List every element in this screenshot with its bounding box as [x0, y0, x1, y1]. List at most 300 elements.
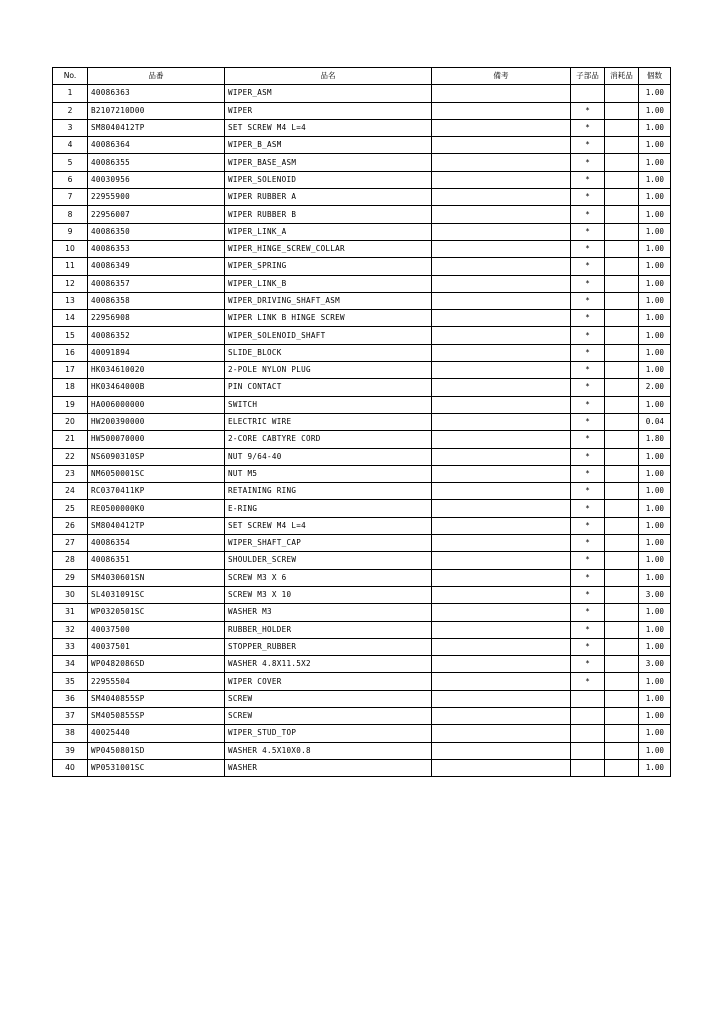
part-number-cell: 40086364: [88, 137, 225, 154]
table-row: [53, 292, 671, 309]
part-number-cell: NM6050001SC: [88, 465, 225, 482]
row-number: 18: [53, 379, 88, 396]
part-name-cell: WIPER RUBBER A: [225, 189, 432, 206]
consumable-mark: [605, 362, 639, 379]
quantity-cell: 1.00: [639, 535, 671, 552]
quantity-cell: 1.00: [639, 759, 671, 776]
part-number-cell: RC0370411KP: [88, 483, 225, 500]
quantity-cell: 1.00: [639, 137, 671, 154]
remarks-cell: [432, 206, 571, 223]
row-number: 14: [53, 310, 88, 327]
part-number-cell: 22955504: [88, 673, 225, 690]
sub-part-mark: *: [571, 102, 605, 119]
table-row: [53, 656, 671, 673]
sub-part-mark: *: [571, 535, 605, 552]
remarks-cell: [432, 344, 571, 361]
table-row: [53, 483, 671, 500]
sub-part-mark: [571, 759, 605, 776]
row-number: 16: [53, 344, 88, 361]
sub-part-mark: *: [571, 292, 605, 309]
table-row: [53, 344, 671, 361]
part-number-cell: 40086358: [88, 292, 225, 309]
quantity-cell: 1.00: [639, 707, 671, 724]
sub-part-mark: *: [571, 362, 605, 379]
table-row: [53, 362, 671, 379]
sub-part-mark: [571, 690, 605, 707]
sub-part-mark: *: [571, 517, 605, 534]
row-number: 5: [53, 154, 88, 171]
consumable-mark: [605, 725, 639, 742]
part-number-cell: 40086351: [88, 552, 225, 569]
sub-part-mark: *: [571, 240, 605, 257]
part-name-cell: SLIDE_BLOCK: [225, 344, 432, 361]
part-number-cell: WP0450801SD: [88, 742, 225, 759]
row-number: 7: [53, 189, 88, 206]
part-name-cell: WASHER M3: [225, 604, 432, 621]
remarks-cell: [432, 85, 571, 102]
sub-part-mark: *: [571, 483, 605, 500]
quantity-cell: 1.00: [639, 102, 671, 119]
row-number: 8: [53, 206, 88, 223]
row-number: 6: [53, 171, 88, 188]
row-number: 3: [53, 119, 88, 136]
part-name-cell: PIN CONTACT: [225, 379, 432, 396]
table-row: [53, 413, 671, 430]
consumable-mark: [605, 552, 639, 569]
part-name-cell: WIPER_STUD_TOP: [225, 725, 432, 742]
quantity-cell: 1.00: [639, 448, 671, 465]
consumable-mark: [605, 673, 639, 690]
sub-part-mark: *: [571, 206, 605, 223]
row-number: 1: [53, 85, 88, 102]
header-quantity: 個数: [639, 68, 671, 85]
quantity-cell: 1.00: [639, 292, 671, 309]
quantity-cell: 1.00: [639, 517, 671, 534]
remarks-cell: [432, 690, 571, 707]
consumable-mark: [605, 707, 639, 724]
quantity-cell: 0.04: [639, 413, 671, 430]
table-row: [53, 690, 671, 707]
table-row: [53, 604, 671, 621]
remarks-cell: [432, 483, 571, 500]
part-number-cell: 22956007: [88, 206, 225, 223]
part-name-cell: WIPER_SOLENOID: [225, 171, 432, 188]
quantity-cell: 1.00: [639, 483, 671, 500]
remarks-cell: [432, 656, 571, 673]
part-name-cell: WIPER LINK B HINGE SCREW: [225, 310, 432, 327]
part-name-cell: SCREW: [225, 707, 432, 724]
remarks-cell: [432, 327, 571, 344]
sub-part-mark: *: [571, 638, 605, 655]
remarks-cell: [432, 119, 571, 136]
part-number-cell: HA006000000: [88, 396, 225, 413]
part-number-cell: 40086355: [88, 154, 225, 171]
remarks-cell: [432, 725, 571, 742]
part-name-cell: WIPER_B_ASM: [225, 137, 432, 154]
row-number: 19: [53, 396, 88, 413]
remarks-cell: [432, 431, 571, 448]
table-row: [53, 206, 671, 223]
remarks-cell: [432, 189, 571, 206]
table-row: [53, 327, 671, 344]
table-row: [53, 240, 671, 257]
table-body: [53, 85, 671, 777]
row-number: 37: [53, 707, 88, 724]
remarks-cell: [432, 500, 571, 517]
part-number-cell: B2107210D00: [88, 102, 225, 119]
sub-part-mark: *: [571, 621, 605, 638]
table-row: [53, 707, 671, 724]
remarks-cell: [432, 535, 571, 552]
quantity-cell: 1.00: [639, 258, 671, 275]
row-number: 21: [53, 431, 88, 448]
part-number-cell: 40086363: [88, 85, 225, 102]
consumable-mark: [605, 690, 639, 707]
consumable-mark: [605, 154, 639, 171]
part-number-cell: 22955900: [88, 189, 225, 206]
quantity-cell: 1.00: [639, 310, 671, 327]
consumable-mark: [605, 413, 639, 430]
row-number: 33: [53, 638, 88, 655]
remarks-cell: [432, 759, 571, 776]
row-number: 17: [53, 362, 88, 379]
remarks-cell: [432, 310, 571, 327]
table-row: [53, 119, 671, 136]
part-number-cell: 40086349: [88, 258, 225, 275]
part-name-cell: WASHER 4.8X11.5X2: [225, 656, 432, 673]
table-row: [53, 154, 671, 171]
sub-part-mark: *: [571, 448, 605, 465]
consumable-mark: [605, 344, 639, 361]
table-row: [53, 310, 671, 327]
quantity-cell: 3.00: [639, 656, 671, 673]
quantity-cell: 2.00: [639, 379, 671, 396]
consumable-mark: [605, 206, 639, 223]
header-sub-part: 子部品: [571, 68, 605, 85]
table-row: [53, 552, 671, 569]
part-number-cell: HK03464000B: [88, 379, 225, 396]
part-name-cell: ELECTRIC WIRE: [225, 413, 432, 430]
part-number-cell: RE0500000K0: [88, 500, 225, 517]
sub-part-mark: *: [571, 673, 605, 690]
sub-part-mark: *: [571, 171, 605, 188]
consumable-mark: [605, 379, 639, 396]
part-name-cell: WIPER RUBBER B: [225, 206, 432, 223]
consumable-mark: [605, 621, 639, 638]
sub-part-mark: *: [571, 552, 605, 569]
quantity-cell: 3.00: [639, 586, 671, 603]
consumable-mark: [605, 223, 639, 240]
remarks-cell: [432, 223, 571, 240]
quantity-cell: 1.00: [639, 569, 671, 586]
quantity-cell: 1.00: [639, 725, 671, 742]
quantity-cell: 1.00: [639, 604, 671, 621]
remarks-cell: [432, 379, 571, 396]
part-number-cell: SM8040412TP: [88, 119, 225, 136]
row-number: 25: [53, 500, 88, 517]
table-row: [53, 586, 671, 603]
row-number: 11: [53, 258, 88, 275]
part-name-cell: WIPER_SPRING: [225, 258, 432, 275]
consumable-mark: [605, 327, 639, 344]
sub-part-mark: *: [571, 396, 605, 413]
quantity-cell: 1.00: [639, 396, 671, 413]
header-no: No.: [53, 68, 88, 85]
quantity-cell: 1.00: [639, 275, 671, 292]
consumable-mark: [605, 292, 639, 309]
row-number: 9: [53, 223, 88, 240]
row-number: 40: [53, 759, 88, 776]
consumable-mark: [605, 742, 639, 759]
sub-part-mark: *: [571, 154, 605, 171]
remarks-cell: [432, 621, 571, 638]
consumable-mark: [605, 137, 639, 154]
remarks-cell: [432, 258, 571, 275]
part-number-cell: 40086354: [88, 535, 225, 552]
table-row: [53, 171, 671, 188]
part-number-cell: 40086350: [88, 223, 225, 240]
remarks-cell: [432, 638, 571, 655]
part-name-cell: NUT 9/64-40: [225, 448, 432, 465]
table-header-row: [53, 68, 671, 85]
part-number-cell: SM4040855SP: [88, 690, 225, 707]
row-number: 2: [53, 102, 88, 119]
part-name-cell: 2-POLE NYLON PLUG: [225, 362, 432, 379]
part-name-cell: SHOULDER_SCREW: [225, 552, 432, 569]
quantity-cell: 1.00: [639, 500, 671, 517]
sub-part-mark: *: [571, 379, 605, 396]
part-name-cell: SCREW M3 X 10: [225, 586, 432, 603]
part-number-cell: NS6090310SP: [88, 448, 225, 465]
part-name-cell: WIPER_LINK_B: [225, 275, 432, 292]
sub-part-mark: *: [571, 223, 605, 240]
part-name-cell: SET SCREW M4 L=4: [225, 517, 432, 534]
part-name-cell: RETAINING RING: [225, 483, 432, 500]
table-row: [53, 85, 671, 102]
table-row: [53, 569, 671, 586]
sub-part-mark: *: [571, 569, 605, 586]
quantity-cell: 1.00: [639, 638, 671, 655]
consumable-mark: [605, 189, 639, 206]
table-row: [53, 535, 671, 552]
part-name-cell: SWITCH: [225, 396, 432, 413]
table-row: [53, 759, 671, 776]
quantity-cell: 1.00: [639, 171, 671, 188]
header-part-number: 品番: [88, 68, 225, 85]
sub-part-mark: [571, 707, 605, 724]
consumable-mark: [605, 586, 639, 603]
table-row: [53, 638, 671, 655]
part-number-cell: SM4030601SN: [88, 569, 225, 586]
table-row: [53, 396, 671, 413]
part-number-cell: WP0320501SC: [88, 604, 225, 621]
part-name-cell: WIPER_SHAFT_CAP: [225, 535, 432, 552]
row-number: 4: [53, 137, 88, 154]
part-number-cell: 40025440: [88, 725, 225, 742]
part-number-cell: 40086353: [88, 240, 225, 257]
sub-part-mark: [571, 85, 605, 102]
consumable-mark: [605, 465, 639, 482]
remarks-cell: [432, 517, 571, 534]
sub-part-mark: *: [571, 656, 605, 673]
part-name-cell: E-RING: [225, 500, 432, 517]
consumable-mark: [605, 604, 639, 621]
consumable-mark: [605, 310, 639, 327]
sub-part-mark: *: [571, 586, 605, 603]
part-number-cell: SL4031091SC: [88, 586, 225, 603]
consumable-mark: [605, 483, 639, 500]
part-number-cell: 40086357: [88, 275, 225, 292]
table-row: [53, 621, 671, 638]
header-part-name: 品名: [225, 68, 432, 85]
remarks-cell: [432, 137, 571, 154]
remarks-cell: [432, 275, 571, 292]
part-name-cell: 2-CORE CABTYRE CORD: [225, 431, 432, 448]
table-row: [53, 223, 671, 240]
quantity-cell: 1.00: [639, 327, 671, 344]
table-row: [53, 500, 671, 517]
part-number-cell: WP0531001SC: [88, 759, 225, 776]
consumable-mark: [605, 431, 639, 448]
part-number-cell: HW500070000: [88, 431, 225, 448]
row-number: 10: [53, 240, 88, 257]
table-row: [53, 673, 671, 690]
remarks-cell: [432, 396, 571, 413]
table-row: [53, 448, 671, 465]
sub-part-mark: *: [571, 137, 605, 154]
quantity-cell: 1.00: [639, 465, 671, 482]
quantity-cell: 1.80: [639, 431, 671, 448]
sub-part-mark: [571, 742, 605, 759]
table-row: [53, 431, 671, 448]
sub-part-mark: *: [571, 119, 605, 136]
sub-part-mark: *: [571, 413, 605, 430]
table-row: [53, 189, 671, 206]
table-row: [53, 102, 671, 119]
quantity-cell: 1.00: [639, 742, 671, 759]
row-number: 26: [53, 517, 88, 534]
row-number: 13: [53, 292, 88, 309]
part-number-cell: 22956908: [88, 310, 225, 327]
table-row: [53, 275, 671, 292]
quantity-cell: 1.00: [639, 690, 671, 707]
remarks-cell: [432, 569, 571, 586]
consumable-mark: [605, 102, 639, 119]
consumable-mark: [605, 240, 639, 257]
sub-part-mark: *: [571, 258, 605, 275]
sub-part-mark: *: [571, 500, 605, 517]
sub-part-mark: *: [571, 431, 605, 448]
part-number-cell: SM4050855SP: [88, 707, 225, 724]
consumable-mark: [605, 119, 639, 136]
sub-part-mark: *: [571, 604, 605, 621]
quantity-cell: 1.00: [639, 154, 671, 171]
part-name-cell: WASHER: [225, 759, 432, 776]
part-number-cell: HK034610020: [88, 362, 225, 379]
quantity-cell: 1.00: [639, 673, 671, 690]
part-name-cell: WIPER_LINK_A: [225, 223, 432, 240]
row-number: 12: [53, 275, 88, 292]
remarks-cell: [432, 586, 571, 603]
part-name-cell: WIPER_HINGE_SCREW_COLLAR: [225, 240, 432, 257]
part-name-cell: NUT M5: [225, 465, 432, 482]
part-name-cell: SCREW: [225, 690, 432, 707]
row-number: 32: [53, 621, 88, 638]
row-number: 35: [53, 673, 88, 690]
remarks-cell: [432, 552, 571, 569]
row-number: 24: [53, 483, 88, 500]
row-number: 20: [53, 413, 88, 430]
quantity-cell: 1.00: [639, 119, 671, 136]
quantity-cell: 1.00: [639, 240, 671, 257]
row-number: 29: [53, 569, 88, 586]
part-number-cell: 40086352: [88, 327, 225, 344]
remarks-cell: [432, 413, 571, 430]
part-name-cell: WIPER_SOLENOID_SHAFT: [225, 327, 432, 344]
part-name-cell: WIPER_BASE_ASM: [225, 154, 432, 171]
header-consumable: 消耗品: [605, 68, 639, 85]
table-row: [53, 725, 671, 742]
table-row: [53, 137, 671, 154]
row-number: 31: [53, 604, 88, 621]
table-row: [53, 517, 671, 534]
row-number: 38: [53, 725, 88, 742]
quantity-cell: 1.00: [639, 344, 671, 361]
consumable-mark: [605, 569, 639, 586]
row-number: 39: [53, 742, 88, 759]
consumable-mark: [605, 535, 639, 552]
quantity-cell: 1.00: [639, 552, 671, 569]
remarks-cell: [432, 448, 571, 465]
remarks-cell: [432, 707, 571, 724]
part-name-cell: STOPPER_RUBBER: [225, 638, 432, 655]
part-name-cell: WIPER: [225, 102, 432, 119]
part-name-cell: WIPER_DRIVING_SHAFT_ASM: [225, 292, 432, 309]
row-number: 27: [53, 535, 88, 552]
part-name-cell: SCREW M3 X 6: [225, 569, 432, 586]
sub-part-mark: *: [571, 344, 605, 361]
remarks-cell: [432, 604, 571, 621]
table-row: [53, 258, 671, 275]
quantity-cell: 1.00: [639, 223, 671, 240]
row-number: 34: [53, 656, 88, 673]
part-name-cell: WASHER 4.5X10X0.8: [225, 742, 432, 759]
row-number: 30: [53, 586, 88, 603]
part-name-cell: RUBBER_HOLDER: [225, 621, 432, 638]
quantity-cell: 1.00: [639, 189, 671, 206]
part-number-cell: 40091894: [88, 344, 225, 361]
parts-list-table: [52, 67, 671, 777]
sub-part-mark: *: [571, 327, 605, 344]
consumable-mark: [605, 638, 639, 655]
table-row: [53, 379, 671, 396]
row-number: 36: [53, 690, 88, 707]
remarks-cell: [432, 240, 571, 257]
remarks-cell: [432, 292, 571, 309]
remarks-cell: [432, 154, 571, 171]
quantity-cell: 1.00: [639, 85, 671, 102]
sub-part-mark: *: [571, 465, 605, 482]
quantity-cell: 1.00: [639, 206, 671, 223]
consumable-mark: [605, 85, 639, 102]
row-number: 22: [53, 448, 88, 465]
remarks-cell: [432, 673, 571, 690]
part-number-cell: WP0482086SD: [88, 656, 225, 673]
part-number-cell: 40030956: [88, 171, 225, 188]
sub-part-mark: *: [571, 310, 605, 327]
sub-part-mark: *: [571, 189, 605, 206]
header-remarks: 備考: [432, 68, 571, 85]
